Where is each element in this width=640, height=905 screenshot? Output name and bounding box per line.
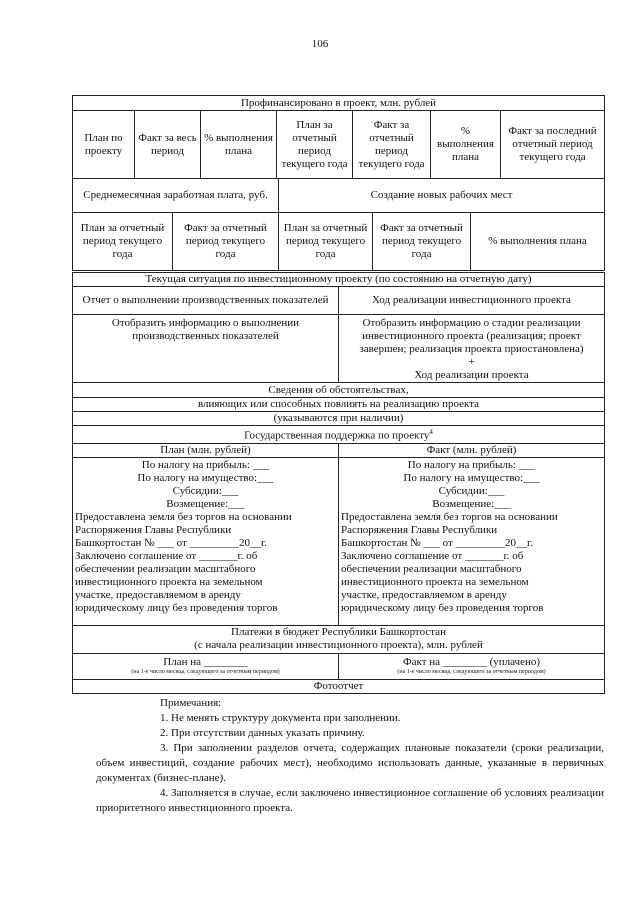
production-report-title: Отчет о выполнении производственных показателей (73, 287, 339, 315)
land-line: Распоряжения Главы Республики (75, 523, 232, 536)
payments-fact-label: Факт на ________ (уплачено) (402, 656, 541, 669)
subsidies-line: Субсидии:___ (172, 484, 239, 497)
note-item: 2. При отсутствии данных указать причину. (160, 727, 365, 739)
jobs-title: Создание новых рабочих мест (279, 179, 605, 213)
support-fact-cell (339, 457, 605, 625)
tax-property-line: По налогу на имущество:___ (137, 471, 274, 484)
land-line: Заключено соглашение от _______г. об (75, 549, 258, 562)
production-report-body: Отобразить информацию о выполнении производственных показателей (73, 315, 339, 383)
circumstances-line2: влияющих или способных повлиять на реализацию проекта (73, 398, 605, 412)
circumstances-line3: (указываются при наличии) (73, 412, 605, 426)
land-line: юридическому лицу без проведения торгов (75, 601, 278, 614)
salary-plan: План за отчетный период текущего года (73, 213, 173, 271)
land-line: Башкортостан № ___ от _________20__г. (341, 536, 534, 549)
financed-col-fact-total: Факт за весь период (135, 111, 201, 179)
land-line: юридическому лицу без проведения торгов (341, 601, 544, 614)
land-line: инвестиционного проекта на земельном (341, 575, 529, 588)
support-fact-header: Факт (млн. рублей) (339, 443, 605, 457)
project-progress-title: Ход реализации инвестиционного проекта (339, 287, 605, 315)
financed-col-percent-period: % выполнения плана (431, 111, 501, 179)
situation-title: Текущая ситуация по инвестиционному проекту (по состоянию на отчетную дату) (73, 273, 605, 287)
salary-title: Среднемесячная заработная плата, руб. (73, 179, 279, 213)
subsidies-line: Субсидии:___ (438, 484, 505, 497)
financed-col-percent: % выполнения плана (201, 111, 277, 179)
financed-col-plan: План по проекту (73, 111, 135, 179)
plus-sign: + (468, 356, 475, 368)
support-title: Государственная поддержка по проекту (244, 429, 430, 442)
payments-title-cell (73, 625, 605, 653)
support-plan-cell (73, 457, 339, 625)
tax-property-line: По налогу на имущество:___ (403, 471, 540, 484)
land-line: обеспечении реализации масштабного (75, 562, 256, 575)
land-line: инвестиционного проекта на земельном (75, 575, 263, 588)
payments-plan-note: (на 1-е число месяца, следующего за отчетным периодом) (131, 669, 280, 676)
payments-plan-label: План на ________ (163, 656, 248, 669)
land-line: Предоставлена земля без торгов на основании (341, 510, 558, 523)
support-plan-header: План (млн. рублей) (73, 443, 339, 457)
land-line: обеспечении реализации масштабного (341, 562, 522, 575)
support-title-cell (73, 426, 605, 444)
page-number: 106 (311, 38, 329, 50)
tax-profit-line: По налогу на прибыль: ___ (407, 458, 536, 471)
land-line: Распоряжения Главы Республики (341, 523, 498, 536)
land-line: участке, предоставляемом в аренду (341, 588, 507, 601)
reimbursement-line: Возмещение:___ (166, 497, 245, 510)
circumstances-line1: Сведения об обстоятельствах, (73, 383, 605, 398)
payments-line2: (с начала реализации инвестиционного проекта), млн. рублей (194, 639, 483, 652)
reimbursement-line: Возмещение:___ (432, 497, 511, 510)
jobs-plan: План за отчетный период текущего года (279, 213, 373, 271)
financed-col-fact-last: Факт за последний отчетный период текущего года (501, 111, 605, 179)
payments-fact-note: (на 1-е число месяца, следующего за отчетным периодом) (397, 669, 546, 676)
photo-report: Фотоотчет (73, 679, 605, 693)
note-item: 4. Заполняется в случае, если заключено инвестиционное соглашение об условиях реализации приоритетного инвестиционного проекта. (96, 787, 604, 814)
payments-plan-cell (73, 653, 339, 679)
payments-fact-cell (339, 653, 605, 679)
financed-table (72, 95, 605, 179)
project-progress-tail: Ход реализации проекта (414, 369, 529, 381)
note-item: 1. Не менять структуру документа при заполнении. (160, 712, 401, 724)
jobs-percent: % выполнения плана (471, 213, 605, 271)
land-line: Заключено соглашение от _______г. об (341, 549, 524, 562)
land-line: участке, предоставляемом в аренду (75, 588, 241, 601)
note-item: 3. При заполнении разделов отчета, содержащих плановые показатели (сроки реализации, объем инвестиций, создание рабочих мест), необходимо использовать данные, указанные в первичных документах (бизнес-плане). (96, 742, 604, 784)
project-progress-body: Отобразить информацию о стадии реализации инвестиционного проекта (реализация; проект завершен; реализация проекта приостановлена) (359, 317, 584, 355)
support-footnote: 4 (429, 428, 433, 436)
financed-title: Профинансировано в проект, млн. рублей (73, 96, 605, 111)
land-line: Башкортостан № ___ от _________20__г. (75, 536, 268, 549)
salary-jobs-table (72, 178, 605, 271)
project-progress-cell (339, 315, 605, 383)
payments-line1: Платежи в бюджет Республики Башкортостан (231, 626, 446, 639)
notes-section (96, 696, 604, 816)
jobs-fact: Факт за отчетный период текущего года (373, 213, 471, 271)
situation-table (72, 272, 605, 694)
tax-profit-line: По налогу на прибыль: ___ (141, 458, 270, 471)
land-line: Предоставлена земля без торгов на основании (75, 510, 292, 523)
financed-col-plan-period: План за отчетный период текущего года (277, 111, 353, 179)
salary-fact: Факт за отчетный период текущего года (173, 213, 279, 271)
notes-title: Примечания: (160, 697, 222, 709)
financed-col-fact-period: Факт за отчетный период текущего года (353, 111, 431, 179)
